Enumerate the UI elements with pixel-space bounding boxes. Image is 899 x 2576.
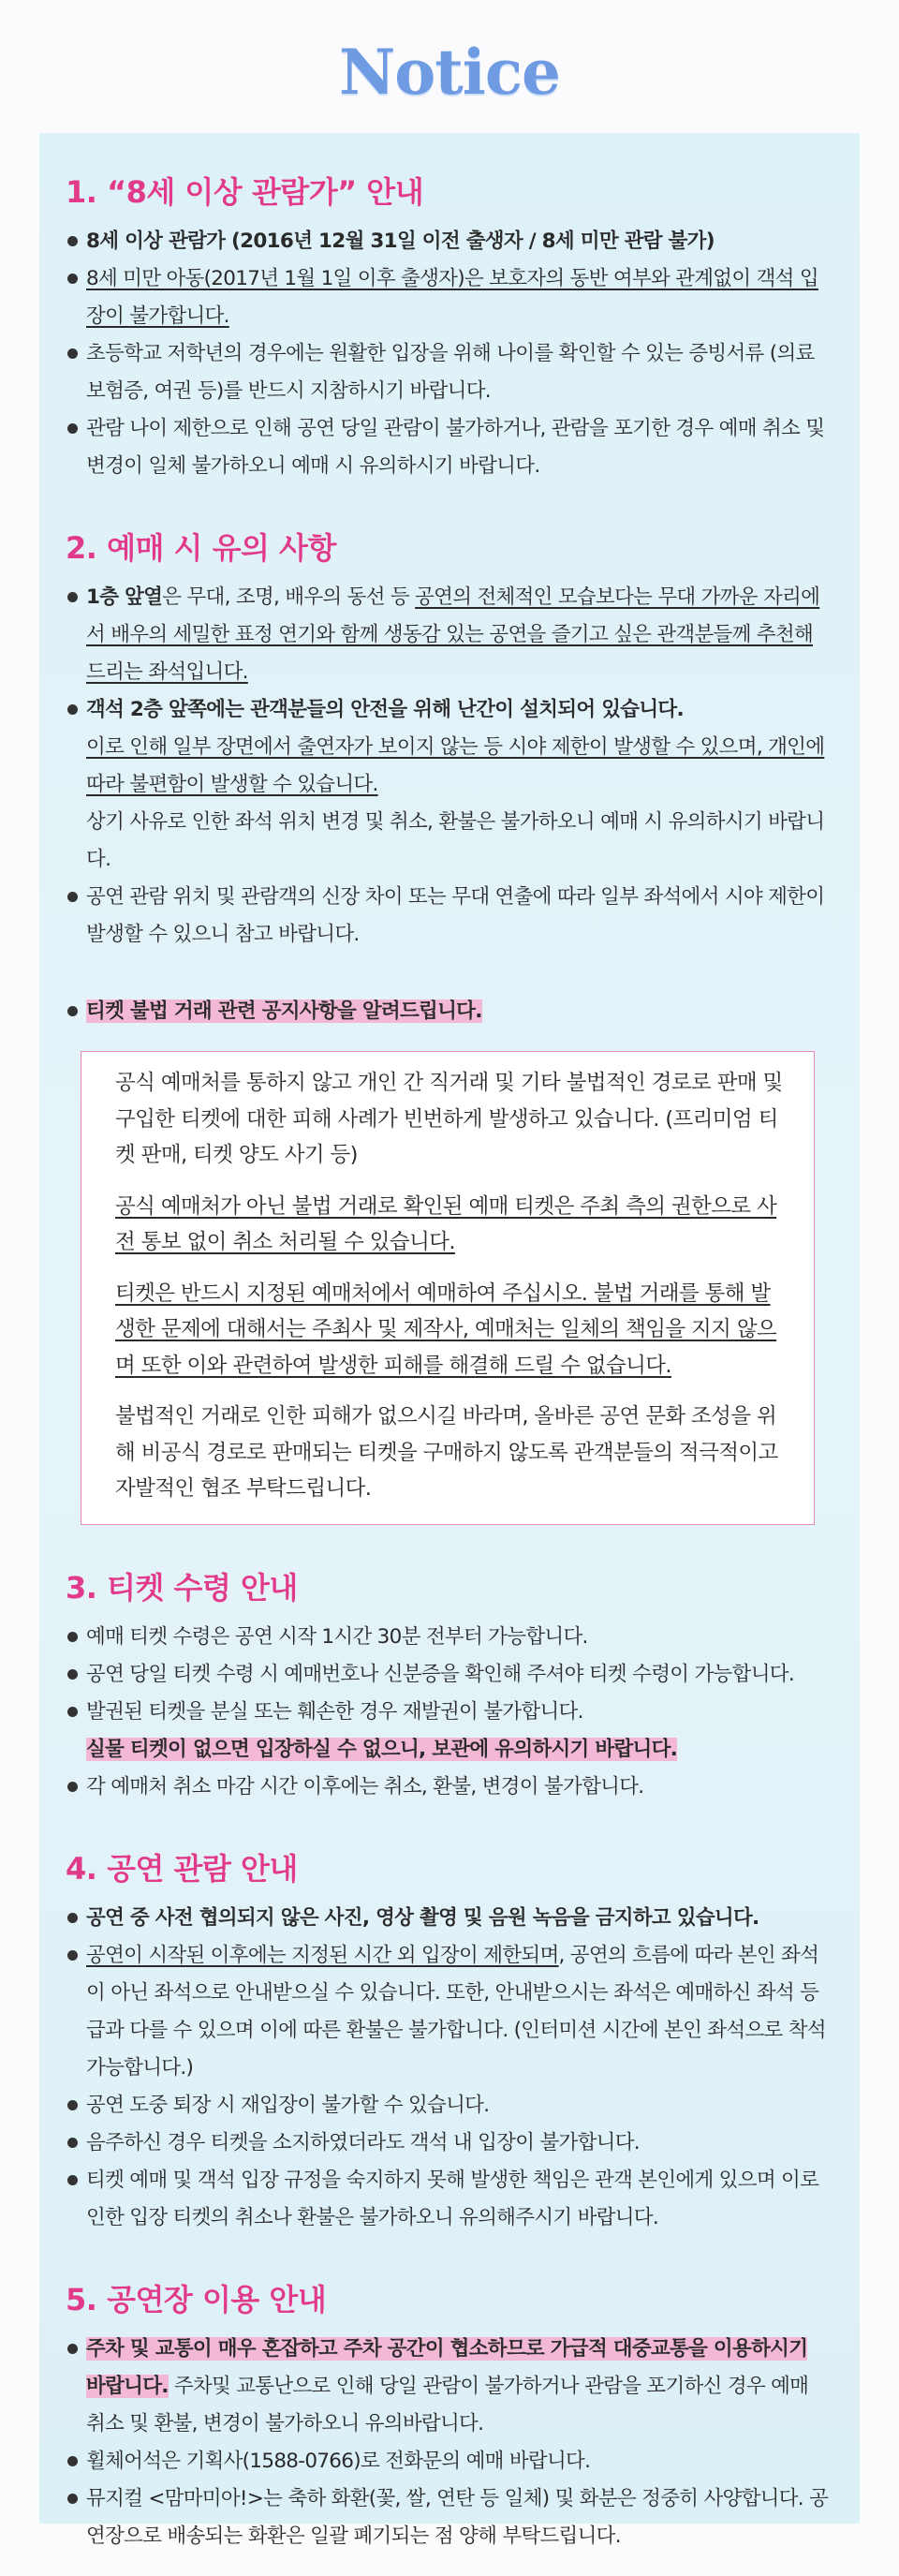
section-2-title: 2. 예매 시 유의 사항 [66,530,336,566]
s3-item-1: 예매 티켓 수령은 공연 시작 1시간 30분 전부터 가능합니다. [66,1619,832,1656]
ticket-notice-box [81,1051,815,1525]
s2-item-2-note: 상기 사유로 인한 좌석 위치 변경 및 취소, 환불은 불가하오니 예매 시 유의하시기 바랍니다. [86,810,825,871]
s4-item-2: 공연이 시작된 이후에는 지정된 시간 외 입장이 제한되며, 공연의 흐름에 따라 본인 좌석이 아닌 좌석으로 안내받으실 수 있습니다. 또한, 안내받으시는 좌석은 예매하신 좌석 등급과 다를 수 있으며 이에 따른 환불은 불가합니다. (인터미션 시간에 본인 좌석으로 착석 가능합니다.) [66,1937,832,2087]
bullet-icon [67,423,78,434]
s5-item-1: 주차 및 교통이 매우 혼잡하고 주차 공간이 협소하므로 가급적 대중교통을 이용하시기 바랍니다. 주차및 교통난으로 인해 당일 관람이 불가하거나 관람을 포기하신 경우 예매 취소 및 환불, 변경이 불가하오니 유의바랍니다. [66,2331,832,2443]
bullet-icon [67,2344,78,2354]
ticket-notice-p4: 불법적인 거래로 인한 피해가 없으시길 바라며, 올바른 공연 문화 조성을 위해 비공식 경로로 판매되는 티켓을 구매하지 않도록 관객분들의 적극적이고 자발적인 협조 부탁드립니다. [115,1404,778,1501]
s3-item-3: 발권된 티켓을 분실 또는 훼손한 경우 재발권이 불가합니다. [66,1694,832,1731]
page-title: Notice [338,36,561,109]
s4-item-3: 공연 도중 퇴장 시 재입장이 불가할 수 있습니다. [66,2087,832,2124]
ticket-notice-p2: 공식 예매처가 아닌 불법 거래로 확인된 예매 티켓은 주최 측의 권한으로 사전 통보 없이 취소 처리될 수 있습니다. [115,1193,777,1254]
bullet-icon [67,2100,78,2110]
s1-item-3: 초등학교 저학년의 경우에는 원활한 입장을 위해 나이를 확인할 수 있는 증빙서류 (의료보험증, 여권 등)를 반드시 지참하시기 바랍니다. [66,335,832,410]
ticket-notice-p3: 티켓은 반드시 지정된 예매처에서 예매하여 주십시오. 불법 거래를 통해 발생한 문제에 대해서는 주최사 및 제작사, 예매처는 일체의 책임을 지지 않으며 또한 이와 관련하여 발생한 피해를 해결해 드릴 수 없습니다. [115,1281,777,1378]
bullet-icon [67,1669,78,1680]
s1-item-2: 8세 미만 아동(2017년 1월 1일 이후 출생자)은 보호자의 동반 여부와 관계없이 객석 입장이 불가합니다. [66,260,832,335]
bullet-icon [67,2175,78,2185]
s3-item-4: 각 예매처 취소 마감 시간 이후에는 취소, 환불, 변경이 불가합니다. [66,1769,832,1806]
bullet-icon [67,592,78,602]
s3-item-3-warning: 실물 티켓이 없으면 입장하실 수 없으니, 보관에 유의하시기 바랍니다. [86,1737,678,1761]
ticket-notice-p1: 공식 예매처를 통하지 않고 개인 간 직거래 및 기타 불법적인 경로로 판매 및 구입한 티켓에 대한 피해 사례가 빈번하게 발생하고 있습니다. (프리미엄 티켓 판매, 티켓 양도 사기 등) [115,1071,783,1167]
bullet-icon [67,2138,78,2148]
s4-item-5: 티켓 예매 및 객석 입장 규정을 숙지하지 못해 발생한 책임은 관객 본인에게 있으며 이로 인한 입장 티켓의 취소나 환불은 불가하오니 유의해주시기 바랍니다. [66,2162,832,2237]
s5-item-3: 뮤지컬 <맘마미아!>는 축하 화환(꽃, 쌀, 연탄 등 일체) 및 화분은 정중히 사양합니다. 공연장으로 배송되는 화환은 일괄 폐기되는 점 양해 부탁드립니다. [66,2480,832,2555]
s5-item-2: 휠체어석은 기획사(1588-0766)로 전화문의 예매 바랍니다. [66,2443,832,2480]
s3-item-2: 공연 당일 티켓 수령 시 예매번호나 신분증을 확인해 주셔야 티켓 수령이 가능합니다. [66,1656,832,1694]
bullet-icon [67,2456,78,2466]
section-3-title: 3. 티켓 수령 안내 [66,1569,298,1606]
bullet-icon [67,2494,78,2504]
s4-item-4: 음주하신 경우 티켓을 소지하였더라도 객석 내 입장이 불가합니다. [66,2124,832,2162]
bullet-icon [67,1782,78,1792]
bullet-icon [67,274,78,284]
s2-item-1: 1층 앞열은 무대, 조명, 배우의 동선 등 공연의 전체적인 모습보다는 무대 가까운 자리에서 배우의 세밀한 표정 연기와 함께 생동감 있는 공연을 즐기고 싶은 관객분들께 추천해드리는 좌석입니다. [66,579,832,691]
bullet-icon [67,704,78,715]
s1-item-1: 8세 이상 관람가 (2016년 12월 31일 이전 출생자 / 8세 미만 관람 불가) [66,223,832,260]
notice-card [39,133,860,2548]
bullet-icon [67,1913,78,1923]
bullet-icon [67,348,78,359]
s2-item-2: 객석 2층 앞쪽에는 관객분들의 안전을 위해 난간이 설치되어 있습니다. [66,691,832,729]
section-4-title: 4. 공연 관람 안내 [66,1850,298,1887]
bullet-icon [67,1006,78,1016]
s1-item-4: 관람 나이 제한으로 인해 공연 당일 관람이 불가하거나, 관람을 포기한 경우 예매 취소 및 변경이 일체 불가하오니 예매 시 유의하시기 바랍니다. [66,410,832,485]
bullet-icon [67,1950,78,1961]
section-1-title: 1. “8세 이상 관람가” 안내 [66,174,424,210]
bullet-icon [67,892,78,902]
bullet-icon [67,1632,78,1642]
s2-item-3: 공연 관람 위치 및 관람객의 신장 차이 또는 무대 연출에 따라 일부 좌석에서 시야 제한이 발생할 수 있으니 참고 바랍니다. [66,879,832,954]
s2-item-2-detail: 이로 인해 일부 장면에서 출연자가 보이지 않는 등 시야 제한이 발생할 수 있으며, 개인에 따라 불편함이 발생할 수 있습니다. [86,735,825,796]
bullet-icon [67,236,78,246]
bullet-icon [67,1707,78,1717]
section-5-title: 5. 공연장 이용 안내 [66,2281,327,2317]
ticket-notice-heading: 티켓 불법 거래 관련 공지사항을 알려드립니다. [66,993,832,1030]
s4-item-1: 공연 중 사전 협의되지 않은 사진, 영상 촬영 및 음원 녹음을 금지하고 있습니다. [66,1900,832,1937]
